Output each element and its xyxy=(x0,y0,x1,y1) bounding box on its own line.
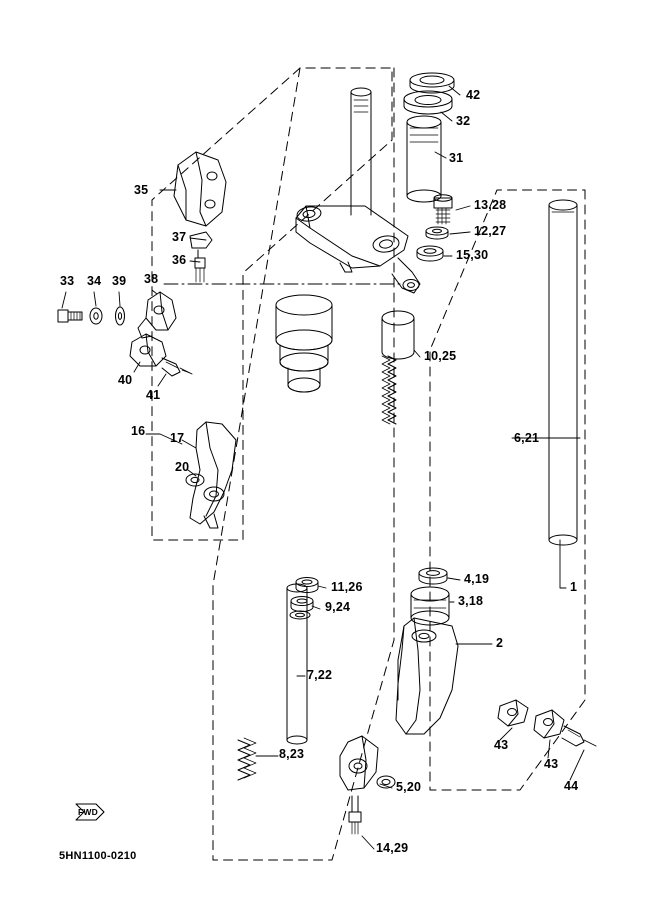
callout-36: 36 xyxy=(172,253,187,267)
callout-39: 39 xyxy=(112,274,127,288)
callout-3-18: 3,18 xyxy=(458,594,484,608)
callout-37: 37 xyxy=(172,230,187,244)
callout-40: 40 xyxy=(118,373,133,387)
part-43-44-clips-bolt xyxy=(498,700,596,746)
callout-43-a: 43 xyxy=(494,738,509,752)
callout-1: 1 xyxy=(570,580,578,594)
part-6-21-outer-tube xyxy=(549,200,577,545)
callout-15-30: 15,30 xyxy=(456,248,489,262)
callout-5-20: 5,20 xyxy=(396,780,422,794)
part-8-23-spring xyxy=(238,738,256,780)
part-39-washer xyxy=(116,307,125,325)
part-4-19-ring xyxy=(419,568,447,584)
upper-bracket-crown xyxy=(296,88,420,293)
callout-44: 44 xyxy=(564,779,579,793)
callout-20: 20 xyxy=(175,460,190,474)
part-40-41-bracket-bolt xyxy=(130,334,192,376)
callout-6-21: 6,21 xyxy=(514,431,540,445)
callout-31: 31 xyxy=(449,151,464,165)
callout-10-25: 10,25 xyxy=(424,349,457,363)
callout-38: 38 xyxy=(144,272,159,286)
callout-42: 42 xyxy=(466,88,481,102)
part-16-17-20-lower-bracket xyxy=(186,422,236,528)
callout-41: 41 xyxy=(146,388,161,402)
part-33-bolt xyxy=(58,310,82,322)
callout-12-27: 12,27 xyxy=(474,224,507,238)
part-13-28-bolt xyxy=(434,195,452,224)
part-2-slider-body xyxy=(396,618,458,734)
callout-16: 16 xyxy=(131,424,146,438)
callout-43-b: 43 xyxy=(544,757,559,771)
callout-7-22: 7,22 xyxy=(307,668,333,682)
callout-35: 35 xyxy=(134,183,149,197)
part-10-25-spring xyxy=(382,311,414,424)
diagram-part-code: 5HN1100-0210 xyxy=(59,850,137,862)
part-42-cap xyxy=(410,73,454,93)
callout-4-19: 4,19 xyxy=(464,572,490,586)
part-38-clamp xyxy=(138,292,176,338)
callout-11-26: 11,26 xyxy=(331,580,363,594)
callout-34: 34 xyxy=(87,274,102,288)
callout-13-28: 13,28 xyxy=(474,198,507,212)
part-31-top-tube xyxy=(407,116,441,202)
callout-32: 32 xyxy=(456,114,471,128)
part-32-washer xyxy=(404,91,452,114)
part-15-30-oring xyxy=(417,246,443,261)
callout-17: 17 xyxy=(170,431,185,445)
part-lower-fork-end xyxy=(340,736,395,834)
part-7-22-inner-tube xyxy=(287,584,307,744)
callout-14-29: 14,29 xyxy=(376,841,409,855)
callout-33: 33 xyxy=(60,274,75,288)
part-9-24-ring xyxy=(290,597,313,620)
part-34-washer xyxy=(90,308,102,324)
lower-steering-column xyxy=(276,295,332,392)
part-35-bracket xyxy=(174,152,226,226)
callout-8-23: 8,23 xyxy=(279,747,305,761)
callout-2: 2 xyxy=(496,636,504,650)
fwd-arrow-label: FWD xyxy=(78,807,98,817)
part-12-27-washer xyxy=(426,227,448,239)
callout-9-24: 9,24 xyxy=(325,600,351,614)
